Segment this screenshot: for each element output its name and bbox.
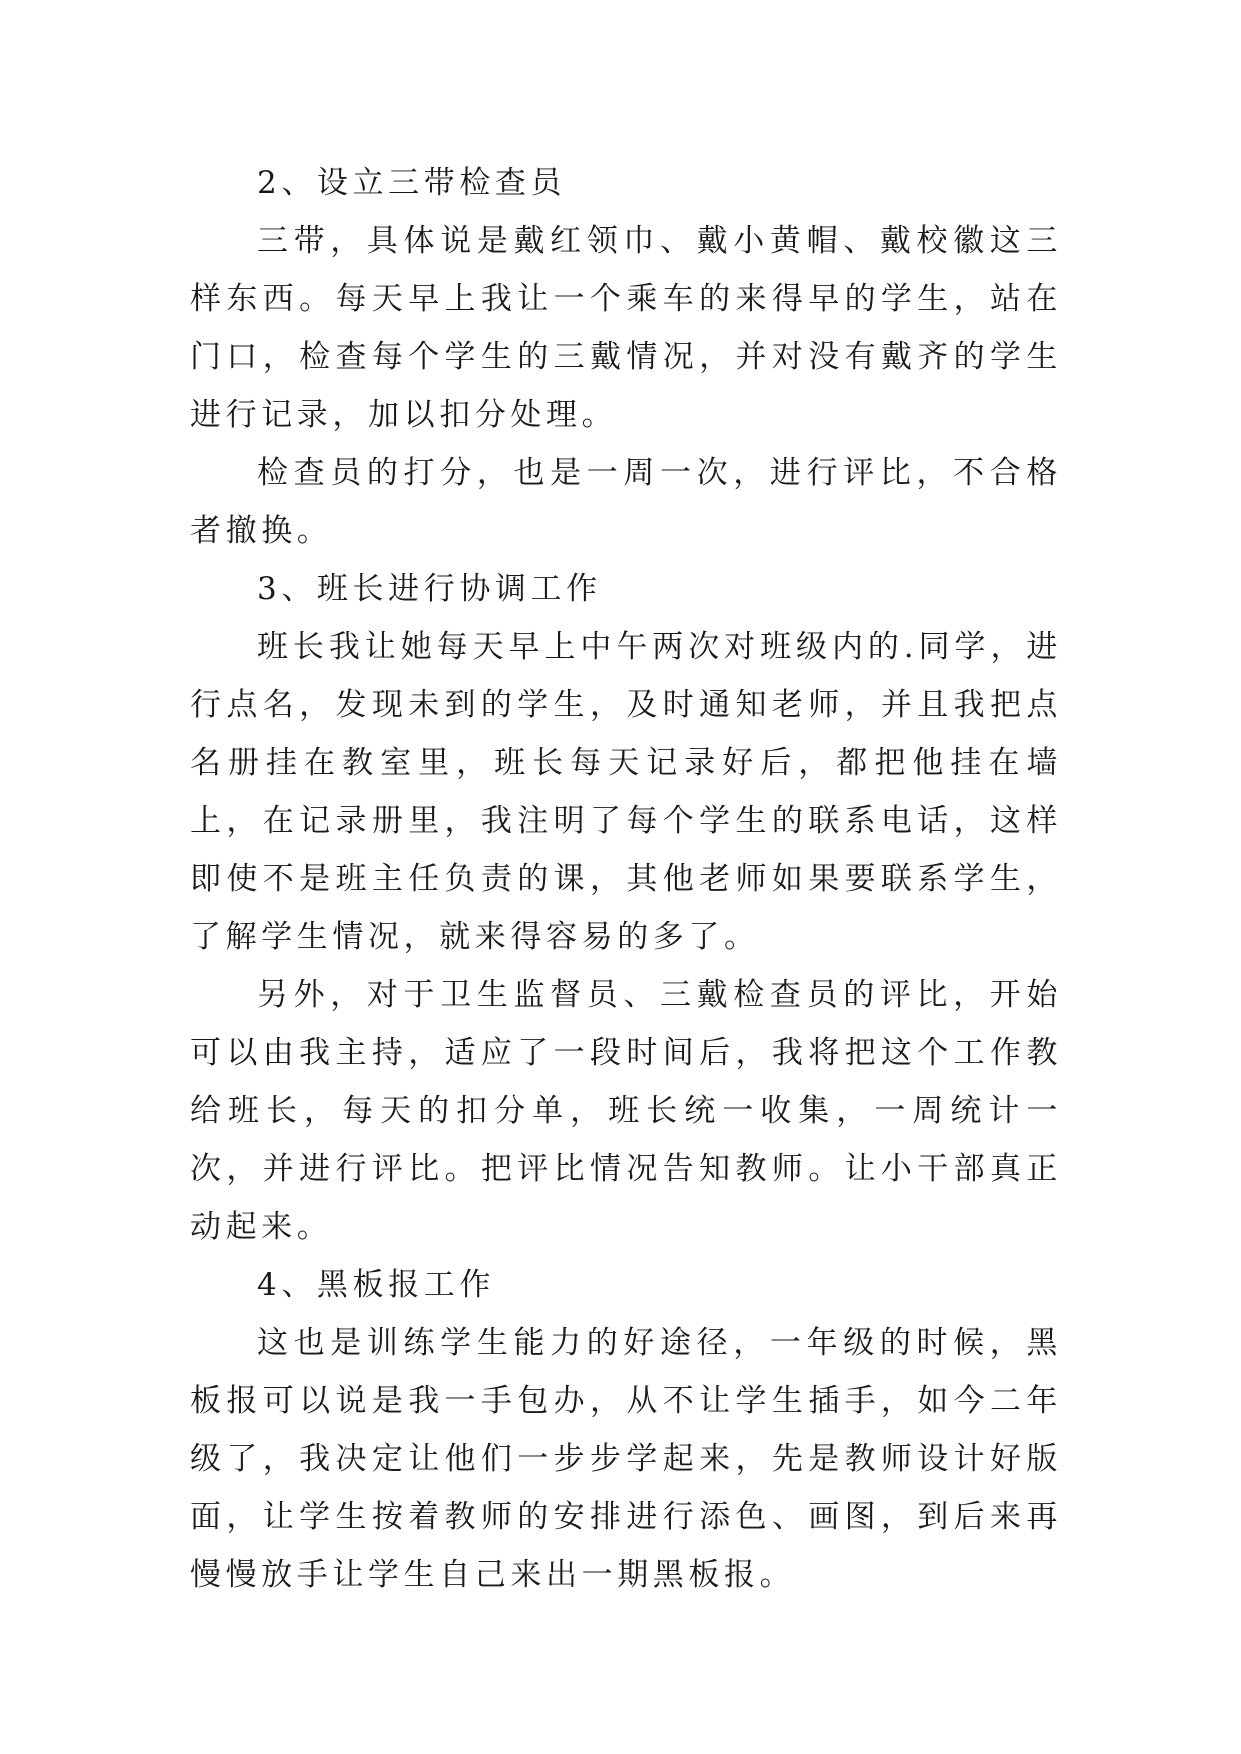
- paragraph-inspector-scoring: 检查员的打分，也是一周一次，进行评比，不合格者撤换。: [190, 455, 1062, 549]
- paragraph-monitor-roll-call: 班长我让她每天早上中午两次对班级内的.同学，进行点名，发现未到的学生，及时通知老师，并且我把点名册挂在教室里，班长每天记录好后，都把他挂在墙上，在记录册里，我注明了每个学生的联系电话，这样即使不是班主任负责的课，其他老师如果要联系学生，了解学生情况，就来得容易的多了。: [190, 629, 1062, 955]
- paragraph-blackboard: 这也是训练学生能力的好途径，一年级的时候，黑板报可以说是我一手包办，从不让学生插手，如今二年级了，我决定让他们一步步学起来，先是教师设计好版面，让学生按着教师的安排进行添色、画图，到后来再慢慢放手让学生自己来出一期黑板报。: [190, 1325, 1062, 1593]
- paragraph-three-items: 三带，具体说是戴红领巾、戴小黄帽、戴校徽这三样东西。每天早上我让一个乘车的来得早的学生，站在门口，检查每个学生的三戴情况，并对没有戴齐的学生进行记录，加以扣分处理。: [190, 223, 1062, 433]
- section-heading-2: 2、设立三带检查员: [257, 165, 567, 201]
- document-body: [190, 154, 1062, 1604]
- paragraph-evaluation: 另外，对于卫生监督员、三戴检查员的评比，开始可以由我主持，适应了一段时间后，我将把这个工作教给班长，每天的扣分单，班长统一收集，一周统计一次，并进行评比。把评比情况告知教师。让小干部真正动起来。: [190, 977, 1062, 1245]
- section-heading-3: 3、班长进行协调工作: [257, 571, 602, 607]
- section-heading-4: 4、黑板报工作: [257, 1267, 495, 1303]
